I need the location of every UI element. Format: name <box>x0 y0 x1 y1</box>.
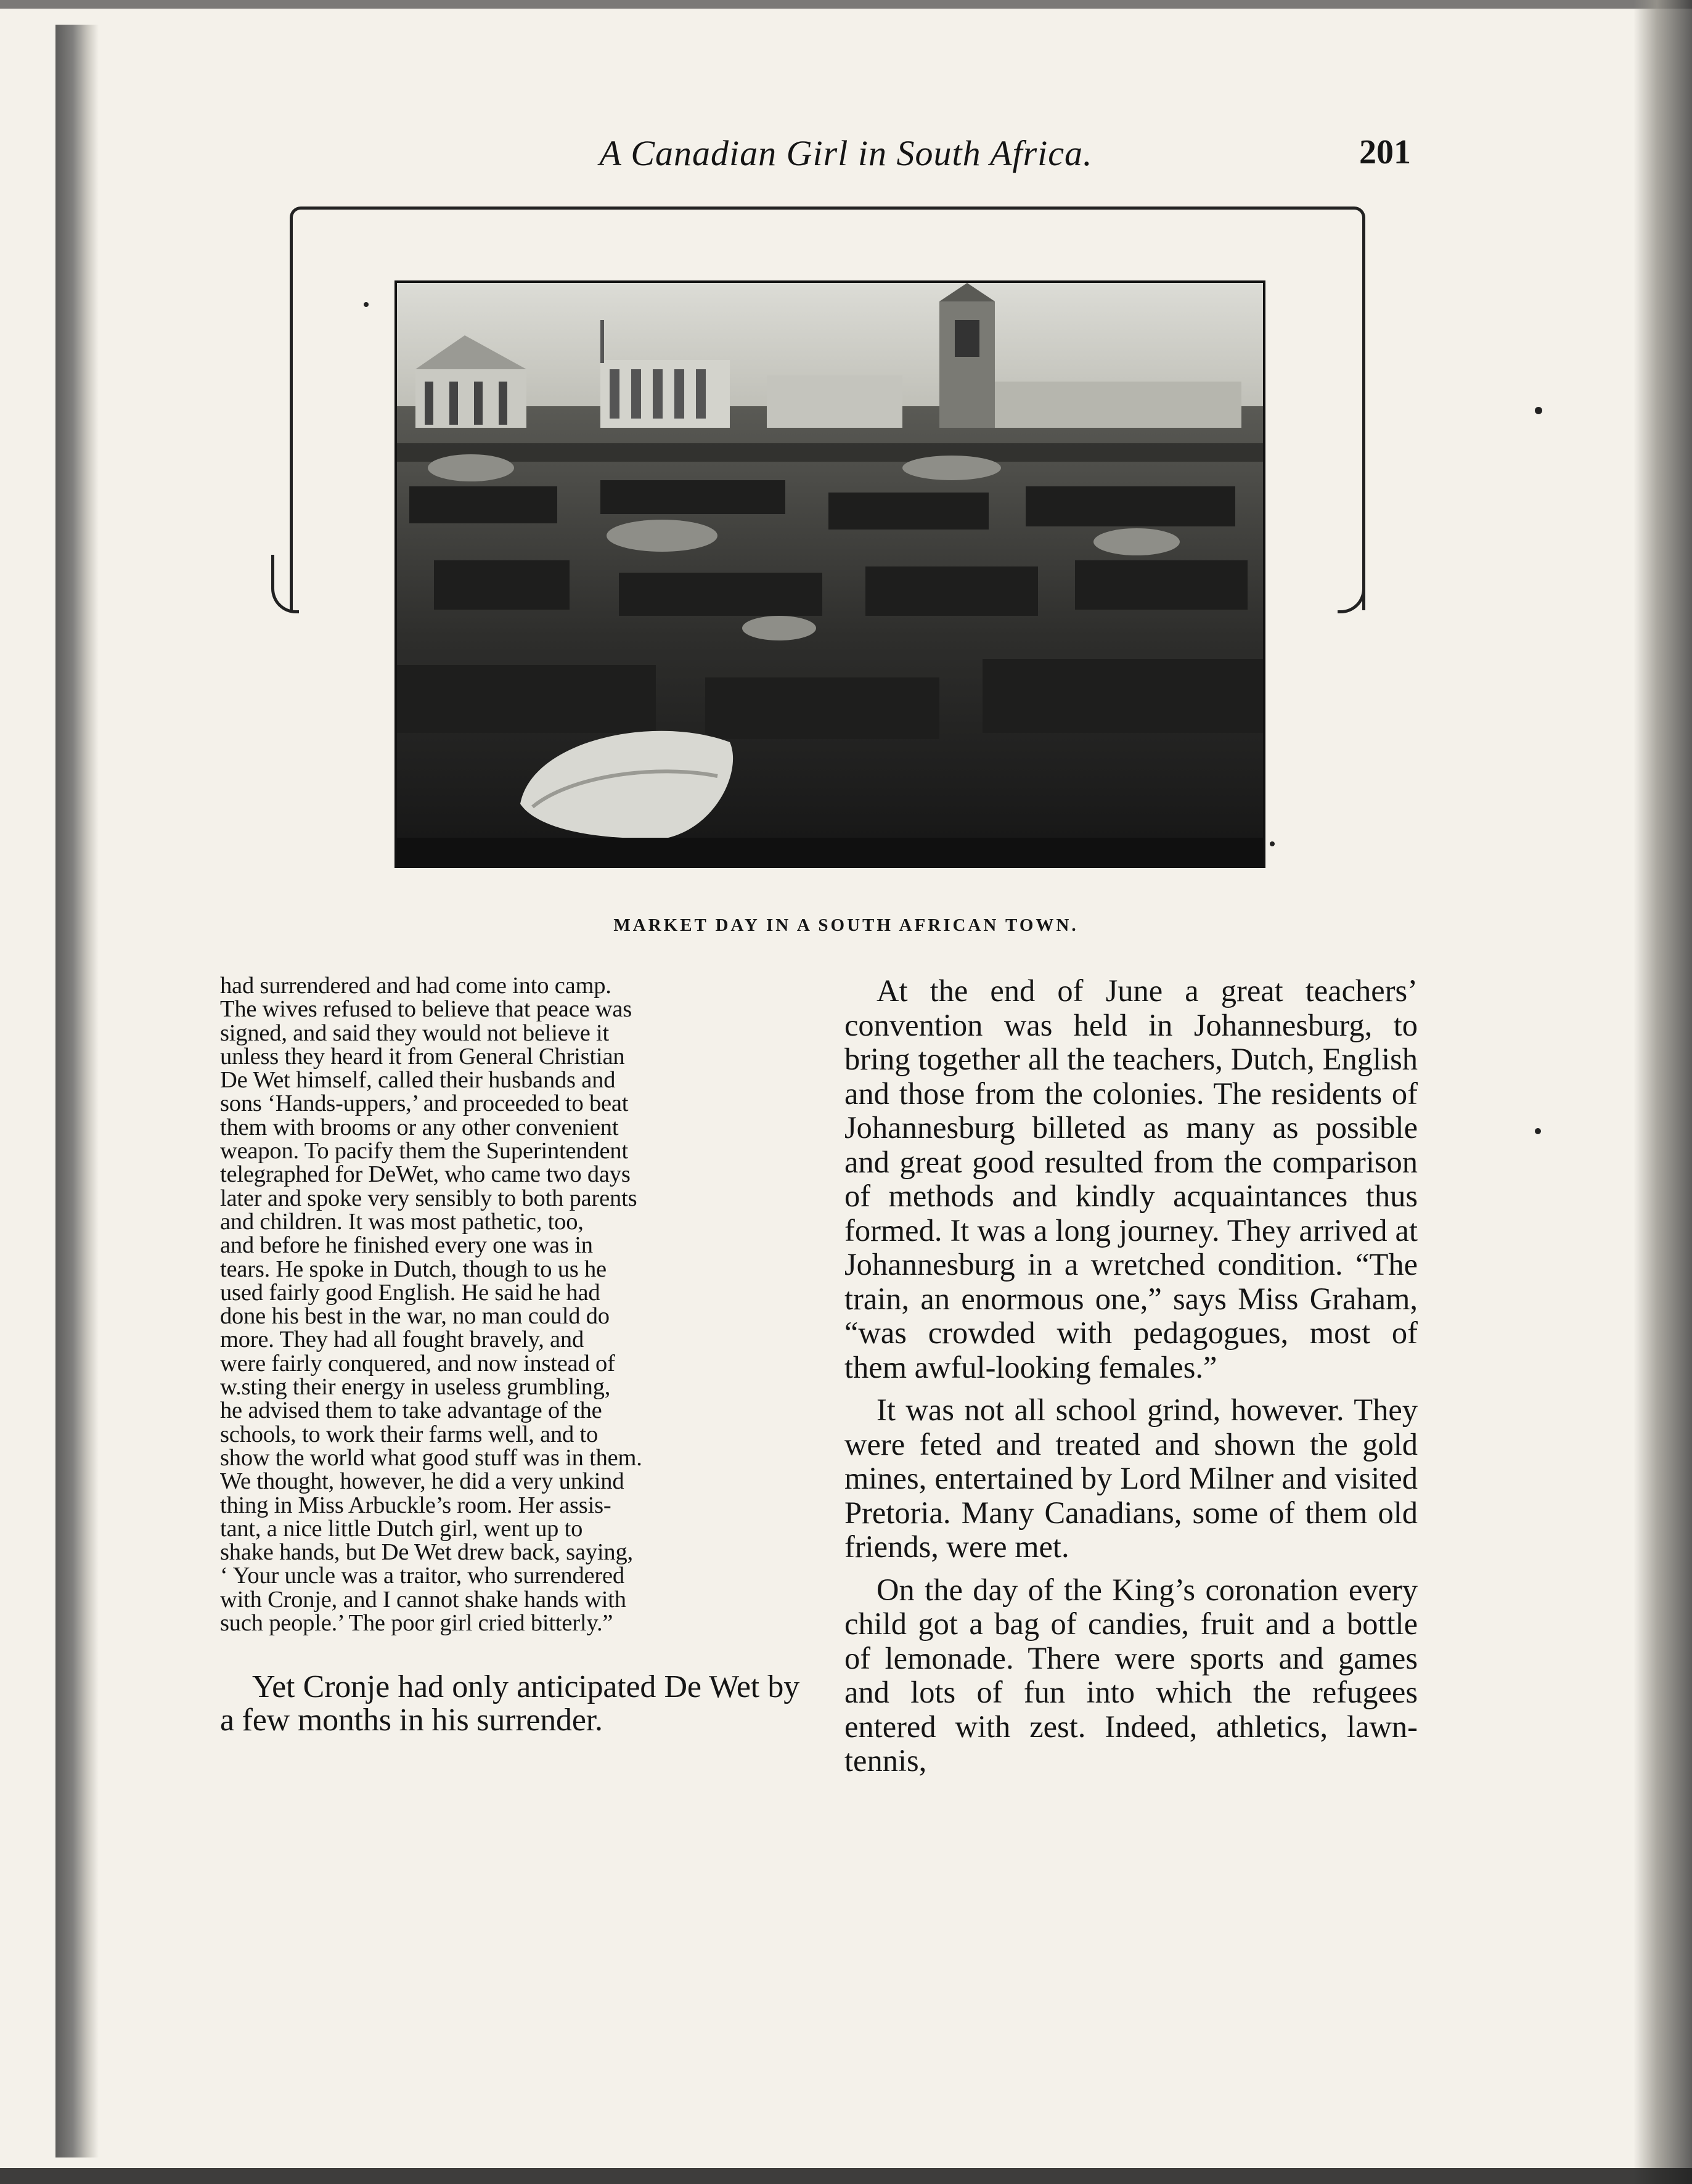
text-line: w.sting their energy in useless grumbling, <box>220 1374 611 1401</box>
text-line: later and spoke very sensibly to both parents <box>220 1185 637 1211</box>
paragraph-teachers-convention: At the end of June a great teachers’ convention was held in Johannesburg, to bring together all the teachers, Dutch, English and those from the colonies. The residents of Johannesburg billeted as many as possible and great good resulted from the comparison of methods and kindly acquaintances thus formed. It was a long journey. They arrived at Johannesburg in a wretched condition. “The train, an enormous one,” says Miss Graham, “was crowded with pedagogues, most of them awful-looking females.” <box>844 973 1418 1384</box>
text-line: he advised them to take advantage of the <box>220 1397 602 1424</box>
closing-paragraph: Yet Cronje had only anticipated De Wet by a few months in his surrender. <box>220 1669 799 1738</box>
text-line: weapon. To pacify them the Superintendent <box>220 1138 628 1164</box>
text-line: We thought, however, he did a very unkind <box>220 1468 624 1495</box>
text-line: used fairly good English. He said he had <box>220 1279 600 1306</box>
scan-bottom-edge <box>0 2168 1692 2184</box>
text-line: ‘ Your uncle was a traitor, who surrendered <box>220 1563 624 1589</box>
text-line: sons ‘Hands-uppers,’ and proceeded to beat <box>220 1090 629 1117</box>
left-column-quotation <box>220 974 799 1635</box>
frame-bracket-left <box>271 555 299 613</box>
text-line: signed, and said they would not believe it <box>220 1020 610 1046</box>
running-title: A Canadian Girl in South Africa. <box>599 133 1093 173</box>
text-line: and before he finished every one was in <box>220 1232 593 1259</box>
paragraph-school-grind: It was not all school grind, however. They were feted and treated and shown the gold mines, entertained by Lord Milner and visited Pretoria. Many Canadians, some of them old friends, were met. <box>844 1393 1418 1564</box>
text-line: tears. He spoke in Dutch, though to us he <box>220 1256 607 1282</box>
text-line: telegraphed for DeWet, who came two days <box>220 1161 631 1188</box>
photograph-drawing <box>397 283 1263 865</box>
figure-caption: MARKET DAY IN A SOUTH AFRICAN TOWN. <box>613 915 1079 935</box>
text-line: De Wet himself, called their husbands and <box>220 1067 616 1094</box>
paragraph-coronation: On the day of the King’s coronation every child got a bag of candies, fruit and a bottle of lemonade. There were sports and games and lots of fun into which the refugees entered with zest. Indeed, athletics, lawn-tennis, <box>844 1572 1418 1778</box>
text-line: more. They had all fought bravely, and <box>220 1327 584 1353</box>
text-line: show the world what good stuff was in them. <box>220 1444 642 1471</box>
text-line: shake hands, but De Wet drew back, saying, <box>220 1539 633 1566</box>
text-line: The wives refused to believe that peace was <box>220 996 632 1023</box>
ink-speck <box>1270 841 1275 846</box>
text-line: and children. It was most pathetic, too, <box>220 1208 584 1235</box>
text-line: schools, to work their farms well, and to <box>220 1421 599 1447</box>
text-line: thing in Miss Arbuckle’s room. Her assis- <box>220 1492 611 1518</box>
scan-right-edge <box>1633 0 1692 2184</box>
text-line: were fairly conquered, and now instead of <box>220 1350 615 1376</box>
left-column-text <box>220 974 799 1737</box>
page-header <box>0 133 1692 182</box>
ink-speck <box>1535 407 1542 414</box>
page-number: 201 <box>1359 133 1411 171</box>
right-column-text <box>844 974 1418 1787</box>
text-line: with Cronje, and I cannot shake hands with <box>220 1586 626 1613</box>
scan-left-edge <box>55 25 99 2157</box>
scan-top-edge <box>0 0 1692 9</box>
text-line: unless they heard it from General Christian <box>220 1043 625 1070</box>
market-day-photograph <box>394 280 1265 868</box>
ink-speck <box>1535 1128 1541 1134</box>
text-line: done his best in the war, no man could do <box>220 1303 610 1330</box>
text-line: had surrendered and had come into camp. <box>220 973 611 999</box>
ink-speck <box>364 302 369 307</box>
text-line: such people.’ The poor girl cried bitterly.” <box>220 1610 613 1637</box>
text-line: them with brooms or any other convenient <box>220 1114 619 1140</box>
text-line: tant, a nice little Dutch girl, went up to <box>220 1515 583 1542</box>
